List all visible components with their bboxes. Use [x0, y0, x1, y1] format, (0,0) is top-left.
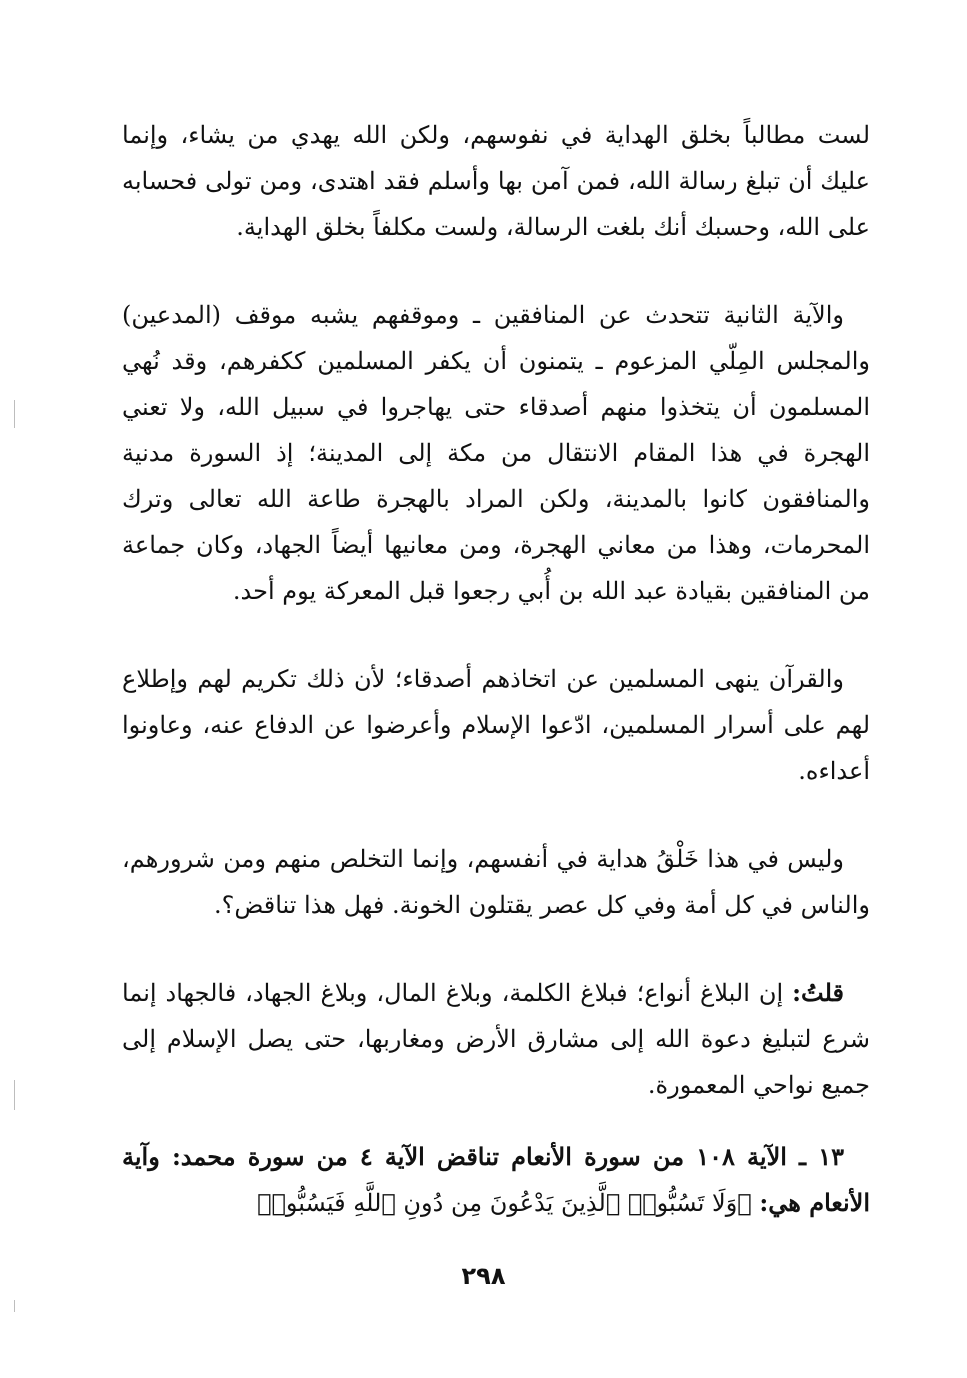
margin-mark-middle	[14, 1080, 15, 1110]
quranic-verse: ﴿وَلَا تَسُبُّوا۟ ٱلَّذِينَ يَدْعُونَ مِن دُونِ ٱللَّهِ فَيَسُبُّوا۟	[257, 1189, 760, 1217]
margin-mark-upper	[14, 400, 15, 428]
answer-paragraph	[122, 970, 870, 1108]
paragraph-2: والآية الثانية تتحدث عن المنافقين ـ وموقفهم يشبه موقف (المدعين) والمجلس المِلّي المزعوم ـ يتمنون أن يكفر المسلمين ككفرهم، وقد نُهي المسلمون أن يتخذوا منهم أصدقاء حتى يهاجروا في سبيل الله، ولا تعني الهجرة في هذا المقام الانتقال من مكة إلى المدينة؛ إذ السورة مدنية والمنافقون كانوا بالمدينة، ولكن المراد بالهجرة طاعة الله تعالى وترك المحرمات، وهذا من معاني الهجرة، ومن معانيها أيضاً الجهاد، وكان جماعة من المنافقين بقيادة عبد الله بن أُبي رجعوا قبل المعركة يوم أحد.	[122, 301, 870, 605]
answer-lead: قلتُ:	[792, 978, 844, 1007]
answer-text: إن البلاغ أنواع؛ فبلاغ الكلمة، وبلاغ المال، وبلاغ الجهاد، فالجهاد إنما شرع لتبليغ دعوة الله إلى مشارق الأرض ومغاربها، حتى يصل الإسلام إلى جميع نواحي المعمورة.	[122, 979, 870, 1099]
paragraph-3: والقرآن ينهى المسلمين عن اتخاذهم أصدقاء؛ لأن ذلك تكريم لهم وإطلاع لهم على أسرار المسلمين، ادّعوا الإسلام وأعرضوا عن الدفاع عنه، وعاونوا أعداءه.	[122, 665, 870, 785]
section-heading	[122, 1134, 870, 1226]
paragraph-1: لست مطالباً بخلق الهداية في نفوسهم، ولكن الله يهدي من يشاء، وإنما عليك أن تبلغ رسالة الله، فمن آمن بها وأسلم فقد اهتدى، ومن تولى فحسابه على الله، وحسبك أنك بلغت الرسالة، ولست مكلفاً بخلق الهداية.	[122, 121, 871, 241]
page-body	[122, 112, 870, 1226]
margin-mark-lower	[14, 1300, 15, 1312]
paragraph-4: وليس في هذا خَلْقُ هداية في أنفسهم، وإنما التخلص منهم ومن شرورهم، والناس في كل أمة وفي كل عصر يقتلون الخونة. فهل هذا تناقض؟.	[122, 845, 870, 919]
page-number: ٢٩٨	[461, 1262, 506, 1290]
section-heading-text: ١٣ ـ الآية ١٠٨ من سورة الأنعام تناقض الآية ٤ من سورة محمد: وآية الأنعام هي:	[122, 1142, 870, 1217]
